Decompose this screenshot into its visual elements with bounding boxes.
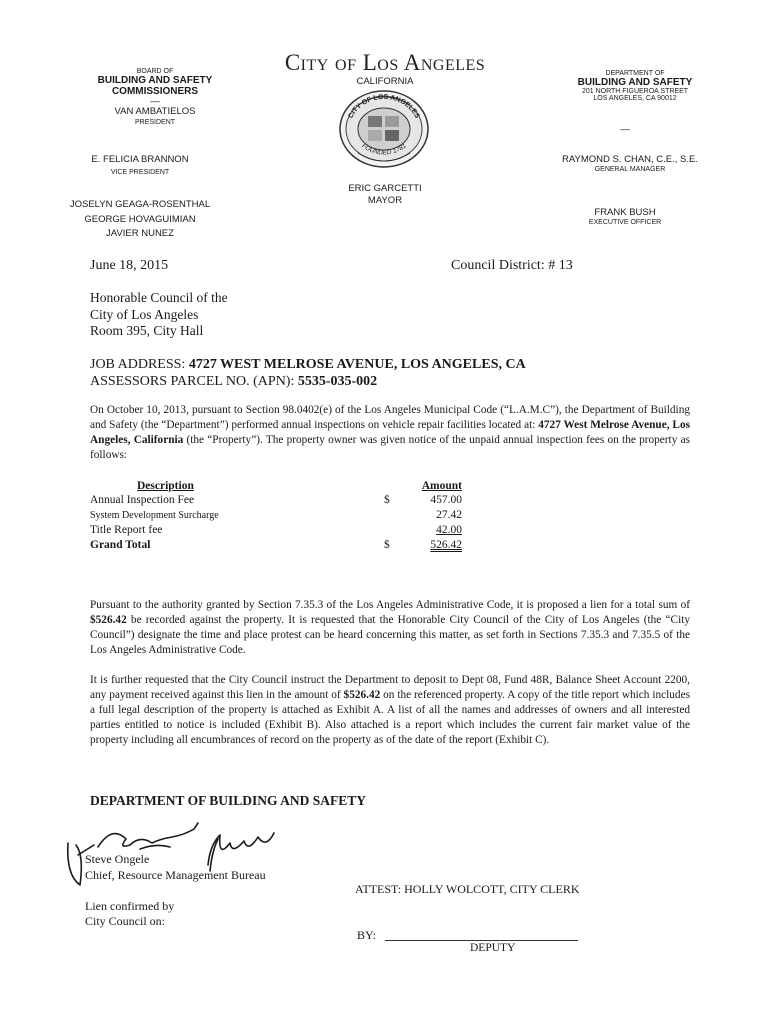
dept-name: BUILDING AND SAFETY bbox=[577, 77, 693, 88]
recipient-line: Honorable Council of the bbox=[90, 290, 228, 305]
paragraph-inspection bbox=[90, 403, 690, 463]
by-label: BY: bbox=[357, 928, 376, 942]
paragraph-bold: $526.42 bbox=[90, 614, 127, 626]
executive-officer-block bbox=[545, 207, 705, 226]
fee-row-amount: 42.00 bbox=[436, 524, 462, 536]
mayor-title: MAYOR bbox=[367, 195, 403, 206]
signer-name: Steve Ongele bbox=[85, 852, 150, 866]
paragraph-text: Pursuant to the authority granted by Section 7.35.3 of the Los Angeles Administrative Code, it is proposed a lien for a total sum of bbox=[90, 599, 690, 611]
board-dash: — bbox=[150, 96, 160, 107]
job-address-value: 4727 WEST MELROSE AVENUE, LOS ANGELES, CA bbox=[188, 357, 526, 372]
board-member: JAVIER NUNEZ bbox=[106, 228, 174, 239]
department-block bbox=[540, 70, 730, 102]
apn-label: ASSESSORS PARCEL NO. (APN): bbox=[90, 374, 298, 389]
paragraph-text: be recorded against the property. It is requested that the Honorable City Council of the City of Los Angeles (the “City Council”) designate the time and place protest can be heard concerning this matter, as set forth in Sections 7.35.3 and 7.35.5 of the Los Angeles Administrative Code. bbox=[90, 614, 690, 656]
president-name: VAN AMBATIELOS bbox=[114, 106, 196, 117]
department-heading: DEPARTMENT OF BUILDING AND SAFETY bbox=[90, 793, 367, 808]
fee-total-amount: 526.42 bbox=[430, 539, 462, 551]
fee-row-label: Title Report fee bbox=[90, 524, 163, 536]
vp-title: VICE PRESIDENT bbox=[110, 169, 170, 176]
paragraph-lien bbox=[90, 598, 690, 658]
dept-label: DEPARTMENT OF bbox=[605, 70, 665, 77]
fee-row-label: System Development Surcharge bbox=[90, 510, 219, 521]
fee-header-description: Description bbox=[137, 480, 194, 492]
attest-line: ATTEST: HOLLY WOLCOTT, CITY CLERK bbox=[355, 882, 580, 896]
dept-city: LOS ANGELES, CA 90012 bbox=[593, 95, 677, 102]
paragraph-text: on the referenced property. A copy of the title report which includes a full legal description of the property is attached as Exhibit A. A list of all the names and addresses of owners and all interested parties entitled to notice is included (Exhibit B). Also attached is a report which includes the current fair market value of the property including all encumbrances of record on the property as of the date of the report (Exhibit C). bbox=[90, 689, 690, 746]
general-manager-block bbox=[525, 154, 735, 173]
fee-table bbox=[90, 479, 490, 559]
fee-dollar: $ bbox=[384, 494, 390, 506]
board-name-line2: COMMISSIONERS bbox=[111, 86, 199, 97]
letter-date: June 18, 2015 bbox=[90, 258, 169, 273]
fee-row-amount: 27.42 bbox=[436, 509, 462, 521]
city-seal bbox=[338, 89, 430, 169]
gm-name: RAYMOND S. CHAN, C.E., S.E. bbox=[561, 154, 698, 165]
eo-name: FRANK BUSH bbox=[594, 207, 656, 218]
dept-street: 201 NORTH FIGUEROA STREET bbox=[581, 88, 689, 95]
paragraph-text: On October 10, 2013, pursuant to Section 98.0402(e) of the Los Angeles Municipal Code (“L.A.M.C”), the Department of Building and Safety (the “Department”) performed annual inspections on vehicle repair facilities located at: bbox=[90, 404, 690, 431]
paragraph-bold: 4727 West Melrose Avenue, Los Angeles, California bbox=[90, 419, 691, 446]
council-district: Council District: # 13 bbox=[451, 258, 573, 273]
dept-dash: — bbox=[620, 124, 630, 135]
recipient-line: City of Los Angeles bbox=[90, 306, 199, 322]
seal-lettering bbox=[338, 89, 430, 169]
signer-title: Chief, Resource Management Bureau bbox=[85, 868, 266, 882]
lien-confirmed-line: City Council on: bbox=[85, 914, 166, 928]
by-signature-line bbox=[385, 940, 578, 941]
paragraph-bold: $526.42 bbox=[343, 689, 381, 701]
fee-row-amount: 457.00 bbox=[430, 494, 462, 506]
lien-confirmed bbox=[85, 899, 174, 929]
apn bbox=[90, 373, 377, 390]
board-members bbox=[40, 198, 240, 242]
board-label: BOARD OF bbox=[136, 68, 174, 75]
apn-value: 5535-035-002 bbox=[297, 374, 378, 389]
board-block bbox=[60, 68, 250, 126]
seal-bottom-text: FOUNDED 1781 bbox=[360, 142, 408, 157]
gm-title: GENERAL MANAGER bbox=[594, 166, 666, 173]
lien-confirmed-line: Lien confirmed by bbox=[85, 899, 175, 913]
fee-total-label: Grand Total bbox=[90, 539, 151, 551]
recipient-block bbox=[90, 290, 228, 340]
paragraph-text: (the “Property”). The property owner was given notice of the unpaid annual inspection fees on the property as follows: bbox=[90, 434, 690, 461]
board-name-line1: BUILDING AND SAFETY bbox=[97, 75, 213, 86]
job-address bbox=[90, 356, 526, 373]
job-address-label: JOB ADDRESS: bbox=[90, 357, 189, 372]
paragraph-deposit bbox=[90, 673, 690, 748]
president-title: PRESIDENT bbox=[134, 119, 176, 126]
fee-row-label: Annual Inspection Fee bbox=[90, 494, 195, 506]
vp-name: E. FELICIA BRANNON bbox=[91, 154, 189, 165]
vice-president-block bbox=[40, 154, 240, 176]
recipient-line: Room 395, City Hall bbox=[90, 323, 204, 338]
state-label: CALIFORNIA bbox=[356, 76, 414, 87]
eo-title: EXECUTIVE OFFICER bbox=[588, 219, 662, 226]
svg-text:FOUNDED 1781 bbox=[360, 142, 408, 156]
board-member: JOSELYN GEAGA-ROSENTHAL bbox=[69, 199, 211, 210]
fee-dollar: $ bbox=[384, 539, 390, 551]
city-title: City of Los Angeles bbox=[284, 50, 486, 75]
seal-top-text: CITY OF LOS ANGELES bbox=[347, 93, 421, 120]
fee-header-amount: Amount bbox=[421, 480, 462, 492]
mayor-name: ERIC GARCETTI bbox=[348, 183, 422, 194]
svg-text:CITY OF LOS ANGELES bbox=[348, 94, 421, 120]
board-member: GEORGE HOVAGUIMIAN bbox=[84, 213, 196, 225]
paragraph-text: It is further requested that the City Council instruct the Department to deposit to Dept 08, Fund 48R, Balance Sheet Account 2200, any payment received against this lien in the amount of bbox=[90, 674, 690, 701]
deputy-label: DEPUTY bbox=[470, 942, 516, 954]
